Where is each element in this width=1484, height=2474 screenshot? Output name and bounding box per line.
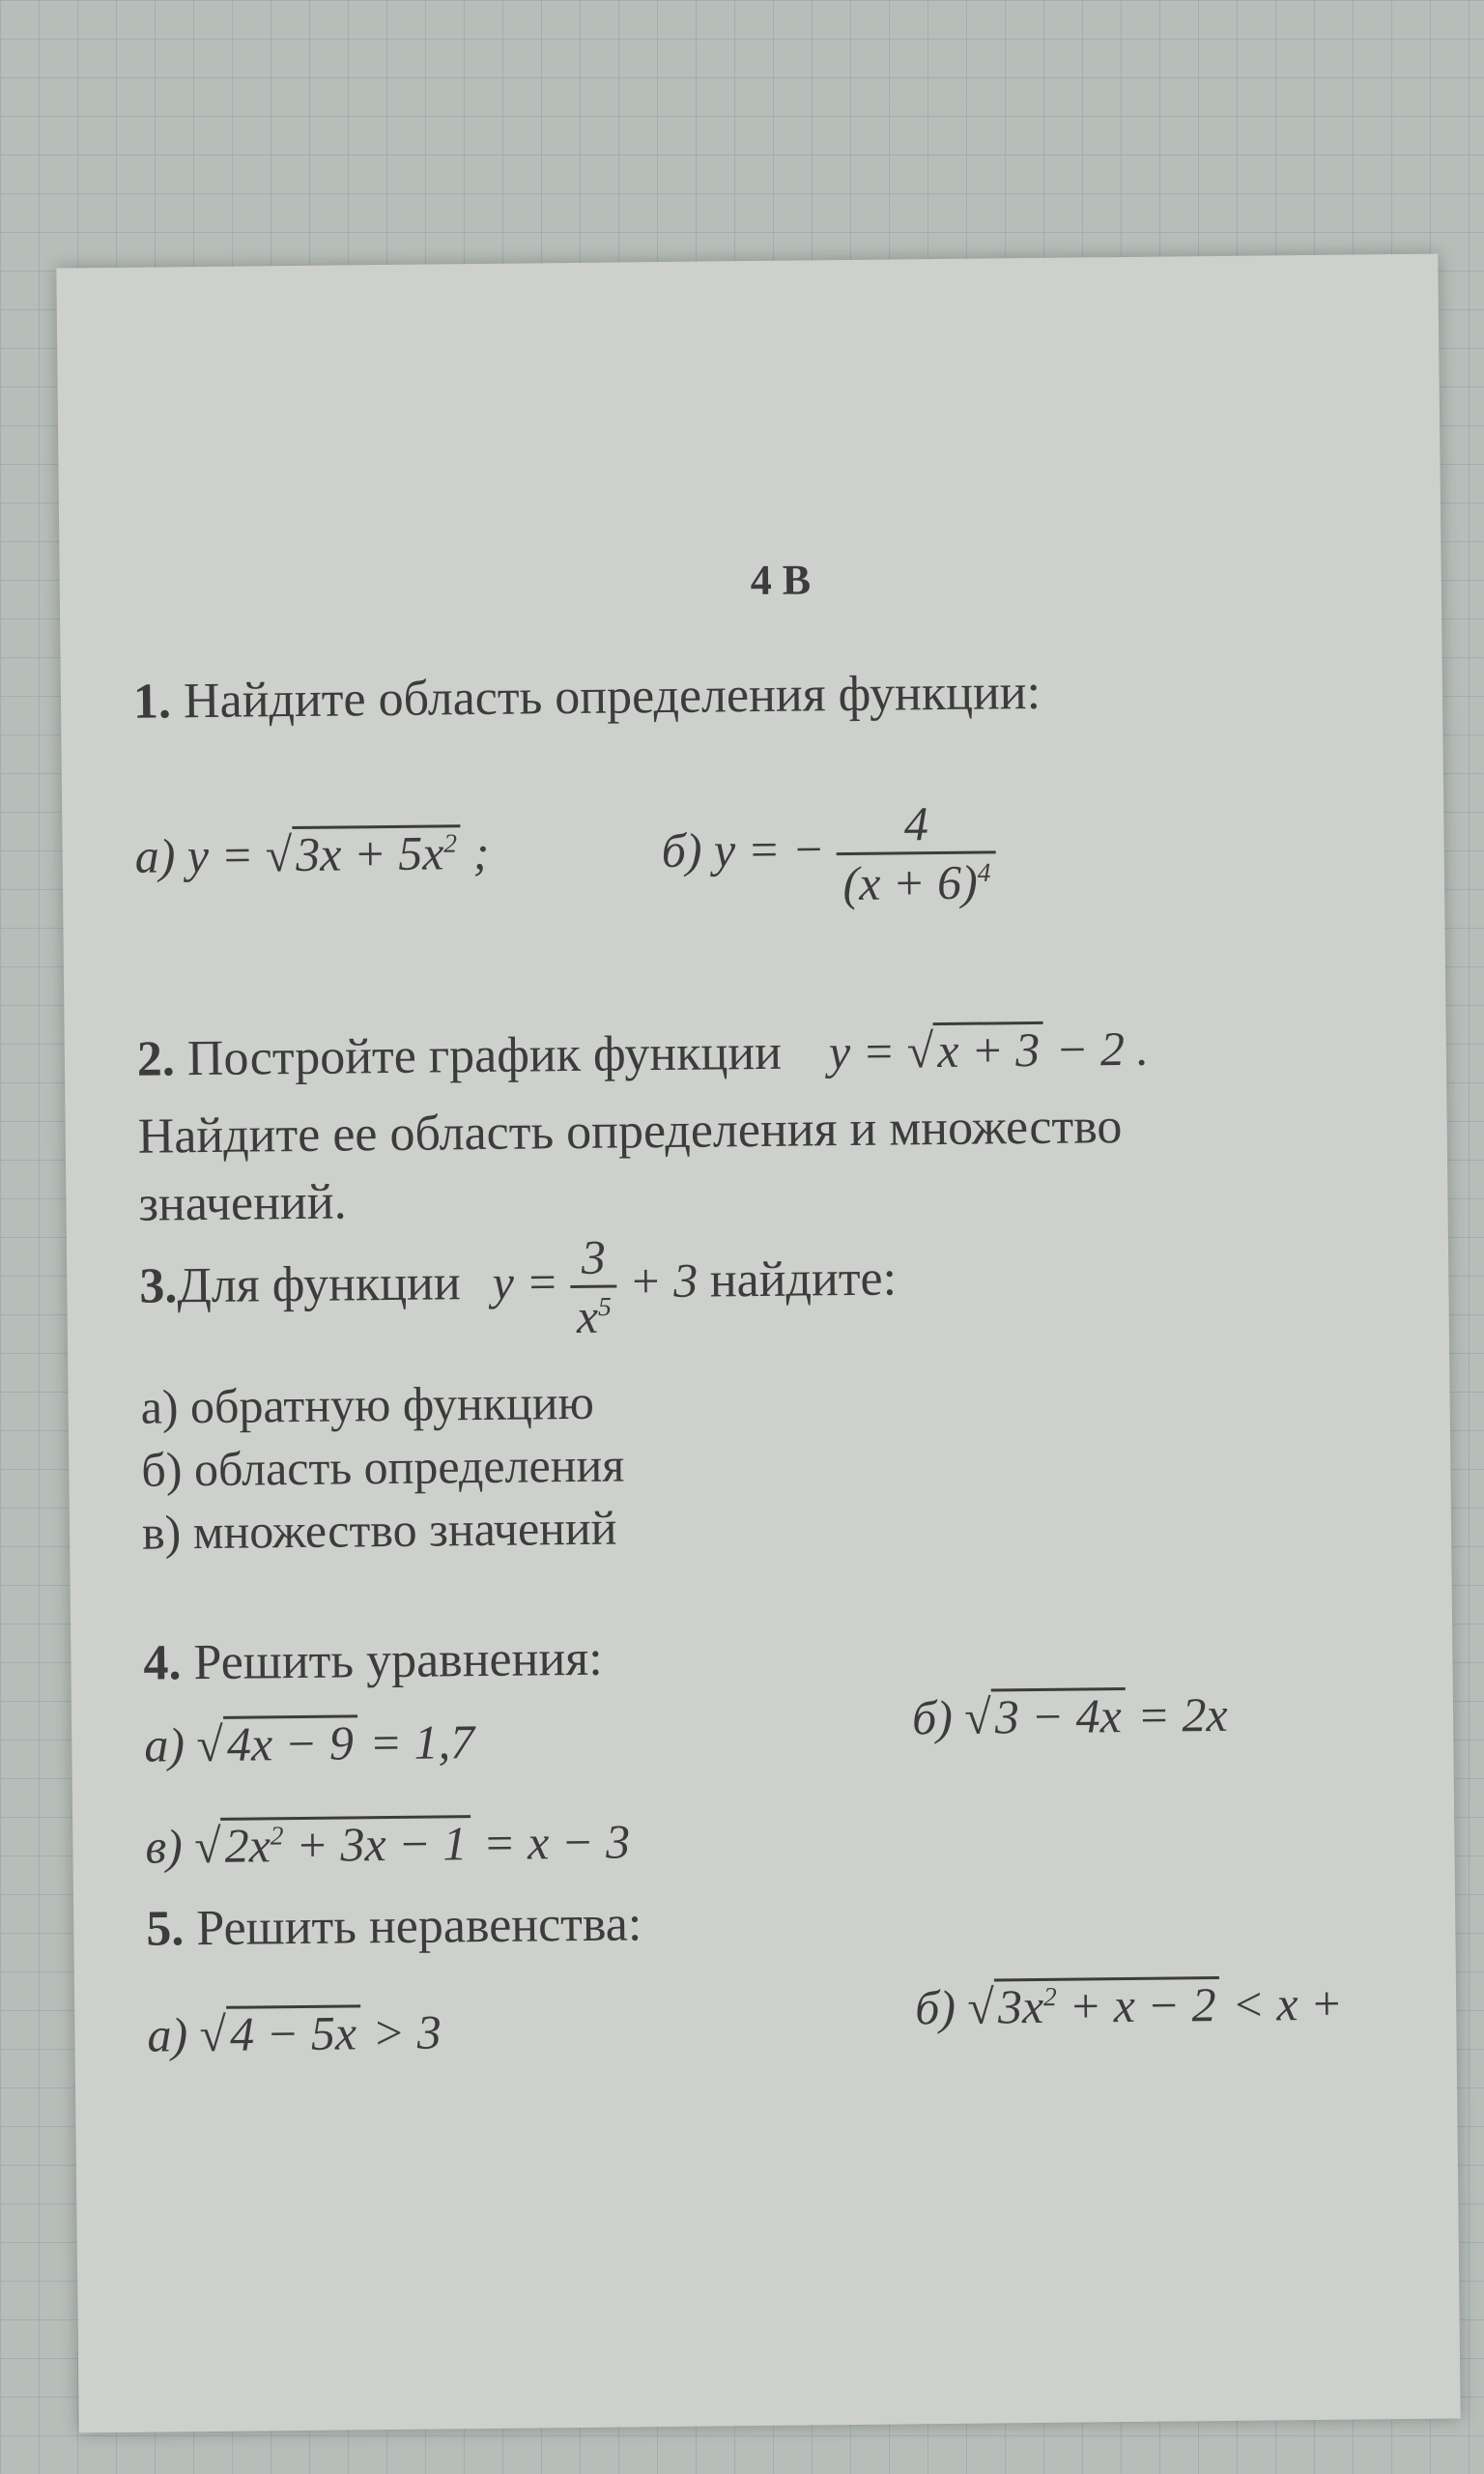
task1-b-label: б) [661,822,702,877]
task5-b-radicand [994,1976,1220,2032]
task5-number: 5. [146,1901,185,1957]
sqrt-icon: √ [265,827,293,882]
task1-a-tail: ; [472,824,490,880]
task1-a-radicand [292,824,461,879]
task5-a-tail: > 3 [372,2004,442,2060]
worksheet [56,254,1460,2433]
task4-c-exponent: 2 [270,1820,284,1851]
task1-a-label: а) [134,828,176,883]
sqrt-icon: √ [906,1023,934,1079]
task3-exponent: 5 [597,1290,612,1322]
task5-a-radicand: 4 − 5x [226,2004,361,2059]
task4-c-label: в) [145,1819,184,1874]
task4-c-tail: = x − 3 [482,1814,631,1871]
task4-number: 4. [143,1635,182,1691]
task1-number: 1. [132,674,172,730]
task3-title: Для функции [177,1255,461,1314]
task5-title: Решить неравенства: [196,1896,642,1957]
task1-a-lhs: y = [186,827,254,883]
task1-b-denominator-text: (x + 6) [842,854,979,911]
task2-lhs: y = [828,1023,896,1079]
task1-a-radicand-text: 3x + 5x [295,825,444,881]
task3-item-a: а) обратную функцию [140,1374,595,1434]
task4-a-radicand: 4x − 9 [223,1714,358,1769]
task3-lhs: y = [492,1254,559,1309]
sqrt-icon: √ [193,1818,222,1874]
task2-title: Постройте график функции [186,1024,783,1087]
task4-title: Решить уравнения: [193,1630,603,1691]
task4-a-label: а) [144,1717,186,1772]
task4-c-radicand [220,1815,471,1871]
task3-fraction [570,1229,617,1344]
task2-line3: значений. [138,1174,347,1232]
task4-b-label: б) [911,1689,954,1745]
task1-b-lhs: y = − [713,821,825,877]
task1-b-denominator [837,853,997,911]
sqrt-icon: √ [199,2006,227,2062]
task4-b-radicand: 3 − 4x [991,1687,1127,1742]
task1-b-numerator: 4 [837,794,997,855]
sqrt-icon: √ [196,1716,224,1772]
task4-a-tail: = 1,7 [369,1714,475,1770]
task3-number: 3. [139,1258,178,1314]
variant-label: 4 В [750,556,812,605]
task4-heading [143,1630,603,1692]
task1-heading [133,664,1042,731]
task2-line2: Найдите ее область определения и множество [137,1099,1123,1165]
task1-b-exponent: 4 [977,856,991,887]
task3-denominator-text: x [576,1288,599,1343]
task2-tail: − 2 . [1055,1021,1150,1077]
task3-heading [139,1226,898,1349]
task5-b-label: б) [914,1979,956,2035]
task3-item-c: в) множество значений [141,1500,617,1560]
task1-b-fraction [837,794,997,911]
task1-title: Найдите область определения функции: [183,664,1042,730]
task1-formula-a [134,824,489,884]
task3-after: найдите: [709,1251,898,1309]
task3-tail: + 3 [628,1252,699,1309]
task5-b-radicand-part2: + x − 2 [1056,1977,1216,2033]
task4-equation-c [145,1813,630,1874]
task3-item-b: б) область определения [141,1437,625,1497]
task1-formula-b [661,794,997,913]
task4-equation-a [144,1713,474,1773]
task4-c-radicand-part1: 2x [224,1818,271,1873]
task3-numerator: 3 [570,1229,617,1288]
sqrt-icon: √ [967,1979,995,2034]
task5-inequality-a [147,2003,442,2062]
task3-denominator [571,1288,618,1344]
task5-b-radicand-part1: 3x [997,1978,1044,2034]
task5-b-exponent: 2 [1042,1981,1057,2012]
task3-formula [492,1229,710,1343]
task1-a-exponent: 2 [443,827,458,858]
task4-c-radicand-part2: + 3x − 1 [283,1816,468,1873]
task4-b-tail: = 2x [1136,1686,1228,1742]
task2-heading [137,1021,1150,1088]
task2-number: 2. [136,1031,176,1087]
task4-equation-b [912,1686,1228,1745]
task2-radicand: x + 3 [933,1021,1044,1077]
sqrt-icon: √ [964,1689,992,1744]
task5-heading [146,1895,642,1957]
task5-inequality-b [915,1975,1343,2036]
task2-formula [829,1021,1150,1079]
task5-b-tail: < x + [1231,1975,1344,2031]
task5-a-label: а) [147,2007,188,2062]
